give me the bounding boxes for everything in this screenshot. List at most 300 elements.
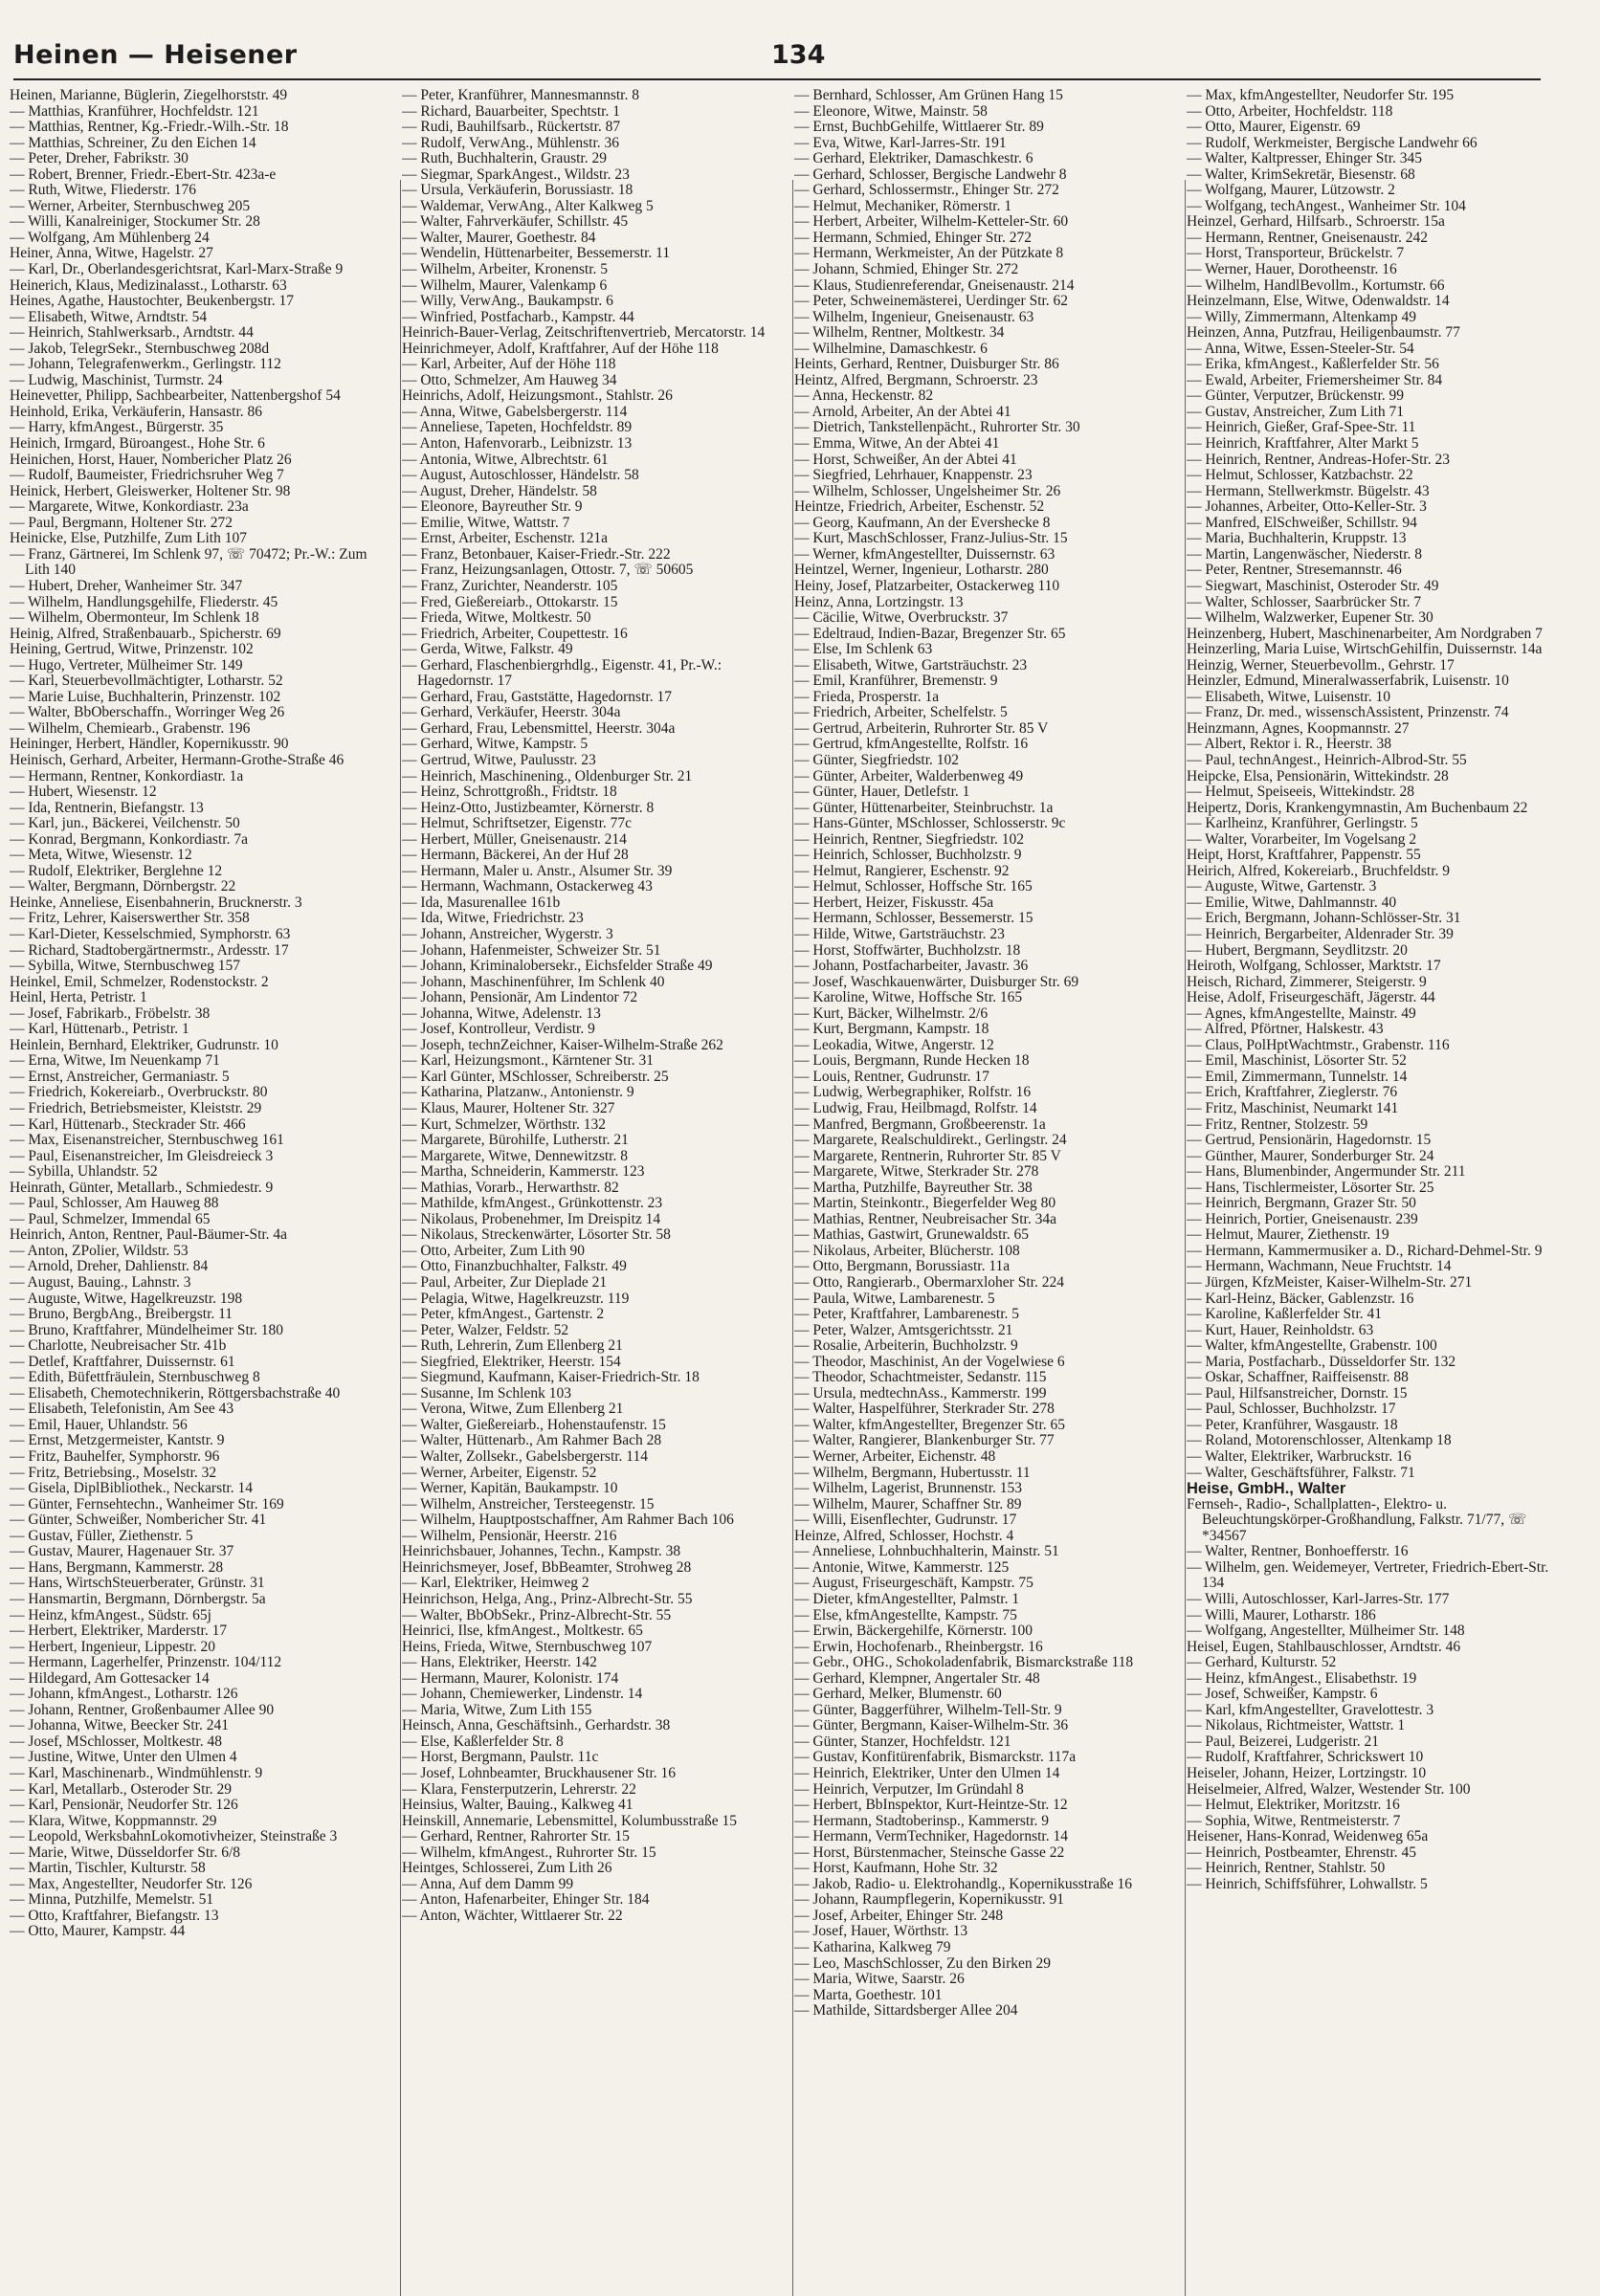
directory-entry: — Wolfgang, techAngest., Wanheimer Str. 104 — [1187, 197, 1466, 214]
directory-entry: — Dieter, kfmAngestellter, Palmstr. 1 — [794, 1590, 1020, 1607]
directory-entry: — Ernst, Anstreicher, Germaniastr. 5 — [10, 1068, 230, 1085]
directory-entry: — Ruth, Lehrerin, Zum Ellenberg 21 — [402, 1337, 623, 1355]
directory-entry: — Josef, Lohnbeamter, Bruckhausener Str. 16 — [402, 1764, 677, 1781]
directory-entry: — Wilhelmine, Damaschkestr. 6 — [794, 340, 988, 357]
directory-entry: — Hubert, Dreher, Wanheimer Str. 347 — [10, 577, 243, 594]
directory-entry: — Charlotte, Neubreisacher Str. 41b — [10, 1337, 227, 1355]
directory-entry: — Manfred, ElSchweißer, Schillstr. 94 — [1187, 514, 1417, 531]
directory-entry: Heirich, Alfred, Kokereiarb., Bruchfeldstr. 9 — [1187, 862, 1451, 879]
directory-entry: — Karl, Arbeiter, Auf der Höhe 118 — [402, 356, 616, 373]
directory-entry: — Nikolaus, Richtmeister, Wattstr. 1 — [1187, 1717, 1406, 1734]
directory-entry: — Mathias, Rentner, Neubreisacher Str. 34a — [794, 1210, 1056, 1227]
directory-entry: — Heinrich, Verputzer, Im Gründahl 8 — [794, 1780, 1024, 1798]
directory-entry: — Kurt, Hauer, Reinholdstr. 63 — [1187, 1321, 1374, 1338]
directory-entry: — Walter, BbObSekr., Prinz-Albrecht-Str. 55 — [402, 1606, 672, 1623]
directory-entry: — Gerhard, Melker, Blumenstr. 60 — [794, 1686, 1002, 1703]
directory-entry: — Georg, Kaufmann, An der Evershecke 8 — [794, 514, 1051, 531]
directory-entry: — Johanna, Witwe, Adelenstr. 13 — [402, 1004, 601, 1022]
directory-entry: — Gerhard, Elektriker, Damaschkestr. 6 — [794, 150, 1033, 167]
directory-entry: — Gustav, Maurer, Hagenauer Str. 37 — [10, 1543, 234, 1560]
directory-entry: — Fritz, Betriebsing., Moselstr. 32 — [10, 1464, 217, 1481]
directory-entry: — Claus, PolHptWachtmstr., Grabenstr. 116 — [1187, 1036, 1450, 1053]
directory-entry: — Jürgen, KfzMeister, Kaiser-Wilhelm-Str. 271 — [1187, 1274, 1473, 1292]
directory-entry: — Hubert, Bergmann, Seydlitzstr. 20 — [1187, 941, 1408, 959]
directory-entry: — Richard, Stadtobergärtnermstr., Ardesstr. 17 — [10, 941, 289, 959]
directory-entry: Heinzel, Gerhard, Hilfsarb., Schroerstr. 15a — [1187, 213, 1445, 231]
directory-entry: — Margarete, Bürohilfe, Lutherstr. 21 — [402, 1132, 629, 1149]
directory-entry: — Hans, Tischlermeister, Lösorter Str. 25 — [1187, 1179, 1434, 1196]
directory-entry: — Gustav, Anstreicher, Zum Lith 71 — [1187, 403, 1404, 420]
directory-entry: — Emma, Witwe, An der Abtei 41 — [794, 435, 1000, 453]
directory-entry: Heiny, Josef, Platzarbeiter, Ostackerweg 110 — [794, 577, 1060, 594]
directory-entry: — Hermann, Kammermusiker a. D., Richard-Dehmel-Str. 9 — [1187, 1242, 1543, 1259]
directory-entry: — Dietrich, Tankstellenpächt., Ruhrorter Str. 30 — [794, 419, 1080, 436]
directory-entry: — Paul, Schmelzer, Immendal 65 — [10, 1210, 211, 1227]
directory-entry: — Else, Im Schlenk 63 — [794, 641, 933, 658]
directory-entry: — Max, Eisenanstreicher, Sternbuschweg 161 — [10, 1132, 284, 1149]
directory-entry: — Paul, Hilfsanstreicher, Dornstr. 15 — [1187, 1384, 1408, 1402]
directory-entry: — Fritz, Bauhelfer, Symphorstr. 96 — [10, 1448, 220, 1466]
directory-entry: — Erika, kfmAngest., Kaßlerfelder Str. 56 — [1187, 356, 1439, 373]
directory-entry: — Johann, Hafenmeister, Schweizer Str. 51 — [402, 941, 661, 959]
directory-entry: — Walter, Maurer, Goethestr. 84 — [402, 229, 596, 246]
directory-entry: — Kurt, Bergmann, Kampstr. 18 — [794, 1021, 989, 1038]
directory-entry: — Siegfried, Elektriker, Heerstr. 154 — [402, 1353, 621, 1370]
directory-entry: — Rudolf, Kraftfahrer, Schrickswert 10 — [1187, 1749, 1424, 1766]
directory-entry: — Leo, MaschSchlosser, Zu den Birken 29 — [794, 1954, 1051, 1972]
directory-entry: — Günther, Maurer, Sonderburger Str. 24 — [1187, 1147, 1434, 1164]
directory-entry: — Anneliese, Tapeten, Hochfeldstr. 89 — [402, 419, 633, 436]
directory-entry: Heinerich, Klaus, Medizinalasst., Lotharstr. 63 — [10, 276, 287, 294]
directory-entry: — Louis, Rentner, Gudrunstr. 17 — [794, 1068, 989, 1085]
directory-entry: Heining, Gertrud, Witwe, Prinzenstr. 102 — [10, 641, 254, 658]
directory-entry: — Karl, Steuerbevollmächtigter, Lotharstr. 52 — [10, 673, 283, 690]
directory-entry: — Emil, Kranführer, Bremenstr. 9 — [794, 673, 998, 690]
directory-entry: — Ernst, Metzgermeister, Kantstr. 9 — [10, 1432, 225, 1449]
directory-entry: — Meta, Witwe, Wiesenstr. 12 — [10, 847, 192, 864]
directory-entry: — Helmut, Rangierer, Eschenstr. 92 — [794, 862, 1010, 879]
directory-entry: Heinrichsbauer, Johannes, Techn., Kampstr. 38 — [402, 1543, 681, 1560]
directory-entry: — Emil, Zimmermann, Tunnelstr. 14 — [1187, 1068, 1408, 1085]
directory-entry: — Mathilde, Sittardsberger Allee 204 — [794, 2002, 1018, 2020]
directory-entry: — Wilhelm, Ingenieur, Gneisenaustr. 63 — [794, 308, 1034, 325]
directory-entry: Heisel, Eugen, Stahlbauschlosser, Arndtstr. 46 — [1187, 1638, 1461, 1655]
directory-entry: — Else, Kaßlerfelder Str. 8 — [402, 1733, 564, 1750]
directory-entry: — Willi, Autoschlosser, Karl-Jarres-Str. 177 — [1187, 1590, 1450, 1607]
directory-entry: — August, Friseurgeschäft, Kampstr. 75 — [794, 1575, 1033, 1592]
directory-entry: — Karoline, Kaßlerfelder Str. 41 — [1187, 1306, 1383, 1323]
column-divider — [400, 180, 401, 2296]
directory-entry: — Horst, Transporteur, Brückelstr. 7 — [1187, 245, 1405, 262]
directory-entry: — Gustav, Füller, Ziethenstr. 5 — [10, 1527, 193, 1544]
directory-entry: Heinevetter, Philipp, Sachbearbeiter, Nattenbergshof 54 — [10, 387, 341, 405]
directory-entry: — Herbert, Heizer, Fiskusstr. 45a — [794, 894, 994, 911]
directory-entry: — Paul, Beizerei, Ludgeristr. 21 — [1187, 1733, 1380, 1750]
directory-entry: Fernseh-, Radio-, Schallplatten-, Elektro- u. Beleuchtungskörper-Großhandlung, Falkstr. 71/77, ☏ *34567 — [1187, 1495, 1527, 1544]
directory-entry: — Hermann, VermTechniker, Hagedornstr. 14 — [794, 1828, 1068, 1845]
directory-entry: — Johann, kfmAngest., Lotharstr. 126 — [10, 1686, 238, 1703]
directory-entry: — Margarete, Witwe, Sterkrader Str. 278 — [794, 1163, 1039, 1181]
directory-entry: — Günter, Hauer, Detlefstr. 1 — [794, 784, 970, 801]
directory-entry: — Max, kfmAngestellter, Neudorfer Str. 195 — [1187, 88, 1455, 103]
directory-entry: — Anton, ZPolier, Wildstr. 53 — [10, 1242, 189, 1259]
directory-entry: — Heinrich, Schiffsführer, Lohwallstr. 5 — [1187, 1875, 1428, 1892]
directory-entry: — Erich, Bergmann, Johann-Schlösser-Str. 31 — [1187, 910, 1461, 927]
directory-entry: — Johann, Telegrafenwerkm., Gerlingstr. 112 — [10, 356, 281, 373]
directory-entry: — Johann, Pensionär, Am Lindentor 72 — [402, 989, 638, 1006]
directory-entry: — Anna, Witwe, Gabelsbergerstr. 114 — [402, 403, 628, 420]
directory-entry: — Walter, kfmAngestellte, Grabenstr. 100 — [1187, 1337, 1437, 1355]
directory-entry: — Fritz, Lehrer, Kaiserswerther Str. 358 — [10, 910, 250, 927]
directory-entry: — Maria, Buchhalterin, Kruppstr. 13 — [1187, 530, 1407, 547]
directory-entry: Heinrich, Anton, Rentner, Paul-Bäumer-Str. 4a — [10, 1226, 288, 1244]
directory-entry: — Herbert, Elektriker, Marderstr. 17 — [10, 1623, 228, 1640]
directory-entry: — Kurt, Bäcker, Wilhelmstr. 2/6 — [794, 1004, 989, 1022]
directory-entry: — Helmut, Maurer, Ziethenstr. 19 — [1187, 1226, 1389, 1244]
directory-entry: — Bernhard, Schlosser, Am Grünen Hang 15 — [794, 88, 1063, 103]
directory-entry: — Friedrich, Arbeiter, Coupettestr. 16 — [402, 625, 628, 642]
directory-entry: Heinke, Anneliese, Eisenbahnerin, Brucknerstr. 3 — [10, 894, 302, 911]
directory-entry: Heintz, Alfred, Bergmann, Schroerstr. 23 — [794, 371, 1038, 388]
directory-entry: — Ludwig, Frau, Heilbmagd, Rolfstr. 14 — [794, 1100, 1037, 1116]
directory-entry: — Johann, Schmied, Ehinger Str. 272 — [794, 261, 1019, 278]
directory-entry: — Willy, VerwAng., Baukampstr. 6 — [402, 293, 613, 310]
directory-entry: Heinsch, Anna, Geschäftsinh., Gerhardstr. 38 — [402, 1717, 671, 1734]
directory-entry: — Wilhelm, Arbeiter, Kronenstr. 5 — [402, 261, 609, 278]
directory-entry: Heinicke, Else, Putzhilfe, Zum Lith 107 — [10, 530, 247, 547]
directory-entry: — Erwin, Bäckergehilfe, Körnerstr. 100 — [794, 1623, 1033, 1640]
directory-entry: — Walter, Kaltpresser, Ehinger Str. 345 — [1187, 150, 1423, 167]
directory-entry: — Anton, Hafenarbeiter, Ehinger Str. 184 — [402, 1891, 650, 1909]
directory-entry: — Heinrich, Rentner, Stahlstr. 50 — [1187, 1860, 1386, 1877]
directory-entry: — Winfried, Postfacharb., Kampstr. 44 — [402, 308, 634, 325]
directory-entry: — Gerhard, Schlosser, Bergische Landwehr 8 — [794, 166, 1067, 183]
directory-entry: — Walter, Bergmann, Dörnbergstr. 22 — [10, 878, 236, 895]
directory-entry: — Ursula, medtechnAss., Kammerstr. 199 — [794, 1384, 1047, 1402]
directory-entry: — Wilhelm, Bergmann, Hubertusstr. 11 — [794, 1464, 1031, 1481]
directory-entry: — Klaus, Maurer, Holtener Str. 327 — [402, 1100, 615, 1116]
directory-entry: — Elisabeth, Telefonistin, Am See 43 — [10, 1401, 234, 1418]
directory-entry: — Rudolf, Werkmeister, Bergische Landwehr 66 — [1187, 134, 1478, 151]
directory-entry: — Sybilla, Uhlandstr. 52 — [10, 1163, 158, 1181]
page-title: Heinen — Heisener — [13, 40, 298, 70]
directory-entry: Heinhold, Erika, Verkäuferin, Hansastr. 86 — [10, 403, 263, 420]
directory-entry: — Matthias, Schreiner, Zu den Eichen 14 — [10, 134, 256, 151]
directory-entry: — Franz, Heizungsanlagen, Ottostr. 7, ☏ 50605 — [402, 562, 694, 579]
directory-entry: — Paul, Schlosser, Am Hauweg 88 — [10, 1195, 219, 1212]
directory-entry: — Gertrud, Arbeiterin, Ruhrorter Str. 85 V — [794, 719, 1049, 737]
directory-entry: — Werner, Hauer, Dorotheenstr. 16 — [1187, 261, 1397, 278]
directory-entry: — Martin, Steinkontr., Biegerfelder Weg 80 — [794, 1195, 1056, 1212]
directory-entry: — Walter, Vorarbeiter, Im Vogelsang 2 — [1187, 830, 1417, 848]
directory-entry: — Heinrich, Rentner, Siegfriedstr. 102 — [794, 830, 1025, 848]
directory-entry: — Marie, Witwe, Düsseldorfer Str. 6/8 — [10, 1843, 241, 1861]
directory-entry: — Karl, Hüttenarb., Steckrader Str. 466 — [10, 1115, 246, 1133]
directory-entry: — Oskar, Schaffner, Raiffeisenstr. 88 — [1187, 1369, 1409, 1386]
directory-entry: — Gerhard, Frau, Lebensmittel, Heerstr. 304a — [402, 719, 676, 737]
directory-entry: Heinzmann, Agnes, Koopmannstr. 27 — [1187, 719, 1410, 737]
directory-entry: — Johann, Rentner, Großenbaumer Allee 90 — [10, 1701, 275, 1718]
directory-entry: — Gerhard, Verkäufer, Heerstr. 304a — [402, 704, 621, 721]
directory-entry: — Gerhard, Witwe, Kampstr. 5 — [402, 736, 589, 753]
directory-entry: — Gertrud, Witwe, Paulusstr. 23 — [402, 751, 596, 768]
directory-entry: — Horst, Bürstenmacher, Steinsche Gasse 22 — [794, 1843, 1065, 1861]
directory-entry: — Walter, Rangierer, Blankenburger Str. 77 — [794, 1432, 1055, 1449]
directory-entry: — Wilhelm, Anstreicher, Tersteegenstr. 15 — [402, 1495, 655, 1512]
directory-entry: — Siegmar, SparkAngest., Wildstr. 23 — [402, 166, 630, 183]
directory-entry: — Martha, Putzhilfe, Bayreuther Str. 38 — [794, 1179, 1033, 1196]
directory-entry: — Rosalie, Arbeiterin, Buchholzstr. 9 — [794, 1337, 1018, 1355]
directory-entry: — Rudolf, Elektriker, Berglehne 12 — [10, 862, 223, 879]
directory-entry: Heinskill, Annemarie, Lebensmittel, Kolumbusstraße 15 — [402, 1812, 737, 1829]
directory-entry: — Paul, Arbeiter, Zur Dieplade 21 — [402, 1274, 608, 1292]
directory-entry: Heinzelmann, Else, Witwe, Odenwaldstr. 14 — [1187, 293, 1450, 310]
directory-entry: — Günter, Verputzer, Brückenstr. 99 — [1187, 387, 1405, 405]
directory-entry: — Pelagia, Witwe, Hagelkreuzstr. 119 — [402, 1290, 630, 1307]
directory-entry: — Walter, Haspelführer, Sterkrader Str. 278 — [794, 1401, 1055, 1418]
directory-entry: — Kurt, MaschSchlosser, Franz-Julius-Str. 15 — [794, 530, 1068, 547]
directory-entry: — Ursula, Verkäuferin, Borussiastr. 18 — [402, 182, 633, 199]
directory-entry: Heins, Frieda, Witwe, Sternbuschweg 107 — [402, 1638, 653, 1655]
directory-columns — [10, 88, 1549, 2217]
directory-entry: — Rudi, Bauhilfsarb., Rückertstr. 87 — [402, 119, 621, 136]
directory-entry: — Justine, Witwe, Unter den Ulmen 4 — [10, 1749, 237, 1766]
directory-entry: — Walter, Gießereiarb., Hohenstaufenstr. 15 — [402, 1416, 666, 1433]
directory-entry: — Erich, Kraftfahrer, Zieglerstr. 76 — [1187, 1084, 1398, 1101]
directory-entry: Heinichen, Horst, Hauer, Nombericher Platz 26 — [10, 451, 292, 468]
directory-entry: — Rudolf, VerwAng., Mühlenstr. 36 — [402, 134, 620, 151]
directory-entry: — Anton, Wächter, Wittlaerer Str. 22 — [402, 1907, 623, 1924]
directory-entry: — Peter, Rentner, Stresemannstr. 46 — [1187, 562, 1402, 579]
directory-entry: — Franz, Dr. med., wissenschAssistent, Prinzenstr. 74 — [1187, 704, 1509, 721]
directory-entry: — Helmut, Schlosser, Katzbachstr. 22 — [1187, 467, 1413, 484]
directory-entry: — Wilhelm, Maurer, Schaffner Str. 89 — [794, 1495, 1022, 1512]
directory-entry: Heinzig, Werner, Steuerbevollm., Gehrstr. 17 — [1187, 656, 1455, 673]
directory-entry: — Wilhelm, Obermonteur, Im Schlenk 18 — [10, 609, 259, 627]
directory-entry: — Heinrich, Bergmann, Grazer Str. 50 — [1187, 1195, 1416, 1212]
directory-entry: — Gerda, Witwe, Falkstr. 49 — [402, 641, 573, 658]
directory-entry: — Katharina, Kalkweg 79 — [794, 1938, 951, 1955]
directory-entry: — Otto, Rangierarb., Obermarxloher Str. 224 — [794, 1274, 1064, 1292]
directory-entry: — Waldemar, VerwAng., Alter Kalkweg 5 — [402, 197, 654, 214]
directory-entry: — Matthias, Kranführer, Hochfeldstr. 121 — [10, 102, 259, 120]
directory-entry: — Helmut, Schriftsetzer, Eigenstr. 77c — [402, 815, 633, 832]
directory-entry: — Ernst, Arbeiter, Eschenstr. 121a — [402, 530, 609, 547]
directory-entry: — Theodor, Schachtmeister, Sedanstr. 115 — [794, 1369, 1047, 1386]
directory-entry: — Günter, Fernsehtechn., Wanheimer Str. 169 — [10, 1495, 284, 1512]
directory-entry: — Hans, WirtschSteuerberater, Grünstr. 31 — [10, 1575, 265, 1592]
directory-entry: — Willi, Kanalreiniger, Stockumer Str. 28 — [10, 213, 260, 231]
directory-entry: — Wilhelm, Schlosser, Ungelsheimer Str. 26 — [794, 482, 1061, 499]
directory-entry: — Peter, Schweinemästerei, Uerdinger Str. 62 — [794, 293, 1069, 310]
directory-entry: — Karl-Dieter, Kesselschmied, Symphorstr. 63 — [10, 925, 291, 942]
directory-entry: — Louis, Bergmann, Runde Hecken 18 — [794, 1052, 1030, 1070]
directory-entry: — Leokadia, Witwe, Angerstr. 12 — [794, 1036, 994, 1053]
directory-entry: — Maria, Witwe, Zum Lith 155 — [402, 1701, 592, 1718]
directory-entry: — Friedrich, Arbeiter, Schelfelstr. 5 — [794, 704, 1008, 721]
directory-entry: — Alfred, Pförtner, Halskestr. 43 — [1187, 1021, 1384, 1038]
directory-entry: — Gerhard, Schlossermstr., Ehinger Str. 272 — [794, 182, 1059, 199]
directory-entry: Heiner, Anna, Witwe, Hagelstr. 27 — [10, 245, 213, 262]
directory-entry: — Franz, Gärtnerei, Im Schlenk 97, ☏ 70472; Pr.-W.: Zum Lith 140 — [10, 545, 367, 579]
directory-entry: — Hermann, Maler u. Anstr., Alsumer Str. 39 — [402, 862, 673, 879]
directory-entry: Heiroth, Wolfgang, Schlosser, Marktstr. 17 — [1187, 958, 1441, 975]
directory-entry: — Ludwig, Maschinist, Turmstr. 24 — [10, 371, 223, 388]
directory-entry: — Heinz, kfmAngest., Elisabethstr. 19 — [1187, 1669, 1417, 1687]
directory-entry: — Anneliese, Lohnbuchhalterin, Mainstr. 51 — [794, 1543, 1059, 1560]
directory-entry: — August, Dreher, Händelstr. 58 — [402, 482, 597, 499]
directory-entry: — Arnold, Dreher, Dahlienstr. 84 — [10, 1258, 209, 1275]
directory-entry: — Hansmartin, Bergmann, Dörnbergstr. 5a — [10, 1590, 266, 1607]
directory-entry: — Heinrich, Gießer, Graf-Spee-Str. 11 — [1187, 419, 1416, 436]
directory-entry: — Harry, kfmAngest., Bürgerstr. 35 — [10, 419, 224, 436]
directory-entry: — Mathias, Gastwirt, Grunewaldstr. 65 — [794, 1226, 1029, 1244]
directory-entry: — Cäcilie, Witwe, Overbruckstr. 37 — [794, 609, 1009, 627]
directory-entry: — Heinrich, Kraftfahrer, Alter Markt 5 — [1187, 435, 1419, 453]
directory-entry: — Heinz, kfmAngest., Südstr. 65j — [10, 1606, 211, 1623]
directory-entry: — Hans, Elektriker, Heerstr. 142 — [402, 1654, 597, 1671]
directory-entry: — Gerhard, Frau, Gaststätte, Hagedornstr. 17 — [402, 688, 672, 705]
directory-entry: — Walter, KrimSekretär, Biesenstr. 68 — [1187, 166, 1415, 183]
directory-entry: — Emil, Maschinist, Lösorter Str. 52 — [1187, 1052, 1407, 1070]
directory-entry: — Theodor, Maschinist, An der Vogelwiese 6 — [794, 1353, 1065, 1370]
directory-entry: — Heinrich, Rentner, Andreas-Hofer-Str. 23 — [1187, 451, 1450, 468]
directory-entry: Heintges, Schlosserei, Zum Lith 26 — [402, 1860, 612, 1877]
directory-entry: — Erna, Witwe, Im Neuenkamp 71 — [10, 1052, 220, 1070]
directory-entry: — Hermann, Rentner, Konkordiastr. 1a — [10, 767, 244, 784]
directory-entry: — Wendelin, Hüttenarbeiter, Bessemerstr. 11 — [402, 245, 671, 262]
directory-entry: — Antonia, Witwe, Albrechtstr. 61 — [402, 451, 609, 468]
directory-entry: — Josef, Hauer, Wörthstr. 13 — [794, 1923, 968, 1940]
directory-entry: — Nikolaus, Arbeiter, Blücherstr. 108 — [794, 1242, 1020, 1259]
directory-entry: — Frieda, Prosperstr. 1a — [794, 688, 940, 705]
directory-entry: — Hans, Blumenbinder, Angermunder Str. 211 — [1187, 1163, 1466, 1181]
directory-entry: Heise, GmbH., Walter — [1187, 1480, 1346, 1498]
directory-entry: — Karl, Hüttenarb., Petristr. 1 — [10, 1021, 189, 1038]
directory-entry: — Hermann, Rentner, Gneisenaustr. 242 — [1187, 229, 1429, 246]
directory-entry: — Paul, Bergmann, Holtener Str. 272 — [10, 514, 233, 531]
directory-entry: — Gebr., OHG., Schokoladenfabrik, Bismarckstraße 118 — [794, 1654, 1134, 1671]
directory-entry: Heinrichmeyer, Adolf, Kraftfahrer, Auf der Höhe 118 — [402, 340, 719, 357]
page-header — [13, 29, 1541, 80]
directory-entry: Heinig, Alfred, Straßenbauarb., Spicherstr. 69 — [10, 625, 281, 642]
directory-entry: — Gerhard, Rentner, Rahrorter Str. 15 — [402, 1828, 630, 1845]
directory-entry: — Sophia, Witwe, Rentmeisterstr. 7 — [1187, 1812, 1401, 1829]
directory-entry: — Hubert, Wiesenstr. 12 — [10, 784, 157, 801]
directory-entry: — Karl, Pensionär, Neudorfer Str. 126 — [10, 1797, 238, 1814]
directory-entry: — Otto, Maurer, Eigenstr. 69 — [1187, 119, 1361, 136]
directory-column-3 — [794, 88, 1172, 2217]
directory-entry: — Ruth, Witwe, Fliederstr. 176 — [10, 182, 196, 199]
directory-entry: — Heinrich, Elektriker, Unter den Ulmen 14 — [794, 1764, 1060, 1781]
directory-entry: — Walter, Zollsekr., Gabelsbergerstr. 114 — [402, 1448, 648, 1466]
directory-entry: — Günter, Hüttenarbeiter, Steinbruchstr. 1a — [794, 799, 1054, 816]
directory-entry: — Walter, Geschäftsführer, Falkstr. 71 — [1187, 1464, 1415, 1481]
directory-entry: — Margarete, Realschuldirekt., Gerlingstr. 24 — [794, 1132, 1067, 1149]
directory-entry: — Peter, Walzer, Feldstr. 52 — [402, 1321, 569, 1338]
directory-entry: — Anton, Hafenvorarb., Leibnizstr. 13 — [402, 435, 633, 453]
directory-entry: — Horst, Stoffwärter, Buchholzstr. 18 — [794, 941, 1021, 959]
directory-entry: Heisch, Richard, Zimmerer, Steigerstr. 9 — [1187, 973, 1427, 990]
directory-entry: — Bruno, Kraftfahrer, Mündelheimer Str. 180 — [10, 1321, 284, 1338]
directory-entry: Heinick, Herbert, Gleiswerker, Holtener Str. 98 — [10, 482, 291, 499]
directory-entry: — Willi, Eisenflechter, Gudrunstr. 17 — [794, 1512, 1017, 1529]
directory-entry: Heinen, Marianne, Büglerin, Ziegelhorststr. 49 — [10, 88, 288, 103]
directory-entry: — Hermann, Maurer, Kolonistr. 174 — [402, 1669, 619, 1687]
directory-entry: — Ida, Witwe, Friedrichstr. 23 — [402, 910, 584, 927]
directory-entry: — Peter, Dreher, Fabrikstr. 30 — [10, 150, 189, 167]
directory-entry: — Eva, Witwe, Karl-Jarres-Str. 191 — [794, 134, 1007, 151]
directory-entry: — Otto, Kraftfahrer, Biefangstr. 13 — [10, 1907, 219, 1924]
directory-entry: — Otto, Maurer, Kampstr. 44 — [10, 1923, 186, 1940]
directory-entry: — Helmut, Speiseeis, Wittekindstr. 28 — [1187, 784, 1415, 801]
directory-column-1 — [10, 88, 388, 2217]
directory-entry: — Emilie, Witwe, Dahlmannstr. 40 — [1187, 894, 1397, 911]
directory-entry: — Ruth, Buchhalterin, Graustr. 29 — [402, 150, 607, 167]
directory-entry: Heise, Adolf, Friseurgeschäft, Jägerstr. 44 — [1187, 989, 1435, 1006]
directory-entry: — Klara, Fensterputzerin, Lehrerstr. 22 — [402, 1780, 636, 1798]
page-number: 134 — [771, 40, 826, 70]
directory-entry: — Heinz-Otto, Justizbeamter, Körnerstr. 8 — [402, 799, 655, 816]
directory-entry: — Karl, kfmAngestellter, Gravelottestr. 3 — [1187, 1701, 1434, 1718]
directory-entry: — Ludwig, Werbegraphiker, Rolfstr. 16 — [794, 1084, 1032, 1101]
directory-entry: — Wolfgang, Am Mühlenberg 24 — [10, 229, 210, 246]
directory-entry: — Werner, kfmAngestellter, Duissernstr. 63 — [794, 545, 1056, 563]
directory-entry: — August, Bauing., Lahnstr. 3 — [10, 1274, 191, 1292]
directory-entry: — Paul, technAngest., Heinrich-Albrod-Str. 55 — [1187, 751, 1467, 768]
directory-entry: — Günter, Bergmann, Kaiser-Wilhelm-Str. 36 — [794, 1717, 1069, 1734]
directory-entry: — Heinrich, Bergarbeiter, Aldenrader Str. 39 — [1187, 925, 1454, 942]
directory-entry: — Karl, jun., Bäckerei, Veilchenstr. 50 — [10, 815, 240, 832]
directory-entry: — Margarete, Witwe, Konkordiastr. 23a — [10, 498, 249, 516]
directory-entry: — Max, Angestellter, Neudorfer Str. 126 — [10, 1875, 253, 1892]
directory-entry: — Hermann, Stellwerkmstr. Bügelstr. 43 — [1187, 482, 1430, 499]
directory-entry: — Ernst, BuchbGehilfe, Wittlaerer Str. 89 — [794, 119, 1044, 136]
directory-entry: — Heinrich, Postbeamter, Ehrenstr. 45 — [1187, 1843, 1417, 1861]
directory-entry: Heinrath, Günter, Metallarb., Schmiedestr. 9 — [10, 1179, 274, 1196]
directory-entry: Heines, Agathe, Haustochter, Beukenbergstr. 17 — [10, 293, 294, 310]
directory-entry: — Elisabeth, Chemotechnikerin, Röttgersbachstraße 40 — [10, 1384, 341, 1402]
directory-entry: — Elisabeth, Witwe, Gartsträuchstr. 23 — [794, 656, 1028, 673]
directory-entry: — Konrad, Bergmann, Konkordiastr. 7a — [10, 830, 248, 848]
directory-column-2 — [402, 88, 780, 2217]
directory-entry: — Heinrich, Schlosser, Buchholzstr. 9 — [794, 847, 1022, 864]
directory-entry: — Margarete, Witwe, Dennewitzstr. 8 — [402, 1147, 628, 1164]
directory-entry: — Hilde, Witwe, Gartsträuchstr. 23 — [794, 925, 1005, 942]
directory-entry: — Roland, Motorenschlosser, Altenkamp 18 — [1187, 1432, 1452, 1449]
directory-entry: — Hermann, Lagerhelfer, Prinzenstr. 104/112 — [10, 1654, 282, 1671]
directory-entry: — Maria, Postfacharb., Düsseldorfer Str. 132 — [1187, 1353, 1456, 1370]
directory-entry: — Richard, Bauarbeiter, Spechtstr. 1 — [402, 102, 620, 120]
directory-entry: — Wilhelm, gen. Weidemeyer, Vertreter, Friedrich-Ebert-Str. 134 — [1187, 1558, 1549, 1592]
directory-entry: — Siegmund, Kaufmann, Kaiser-Friedrich-Str. 18 — [402, 1369, 700, 1386]
directory-entry: — Walter, Elektriker, Warbruckstr. 16 — [1187, 1448, 1411, 1466]
directory-entry: Heininger, Herbert, Händler, Kopernikusstr. 90 — [10, 736, 289, 753]
directory-entry: — Wilhelm, Pensionär, Heerstr. 216 — [402, 1527, 617, 1544]
directory-entry: — Gertrud, Pensionärin, Hagedornstr. 15 — [1187, 1132, 1432, 1149]
directory-entry: — Susanne, Im Schlenk 103 — [402, 1384, 571, 1402]
directory-entry: — Werner, Arbeiter, Eigenstr. 52 — [402, 1464, 597, 1481]
directory-entry: — Walter, Hüttenarb., Am Rahmer Bach 28 — [402, 1432, 662, 1449]
directory-entry: — Erwin, Hochofenarb., Rheinbergstr. 16 — [794, 1638, 1043, 1655]
directory-entry: — Friedrich, Kokereiarb., Overbruckstr. 80 — [10, 1084, 268, 1101]
directory-entry: Heinlein, Bernhard, Elektriker, Gudrunstr. 10 — [10, 1036, 278, 1053]
directory-entry: — Verona, Witwe, Zum Ellenberg 21 — [402, 1401, 624, 1418]
directory-entry: — Detlef, Kraftfahrer, Duissernstr. 61 — [10, 1353, 235, 1370]
directory-entry: Heinrici, Ilse, kfmAngest., Moltkestr. 65 — [402, 1623, 643, 1640]
directory-entry: — Walter, Schlosser, Saarbrücker Str. 7 — [1187, 593, 1422, 610]
directory-entry: — Johann, Maschinenführer, Im Schlenk 40 — [402, 973, 665, 990]
